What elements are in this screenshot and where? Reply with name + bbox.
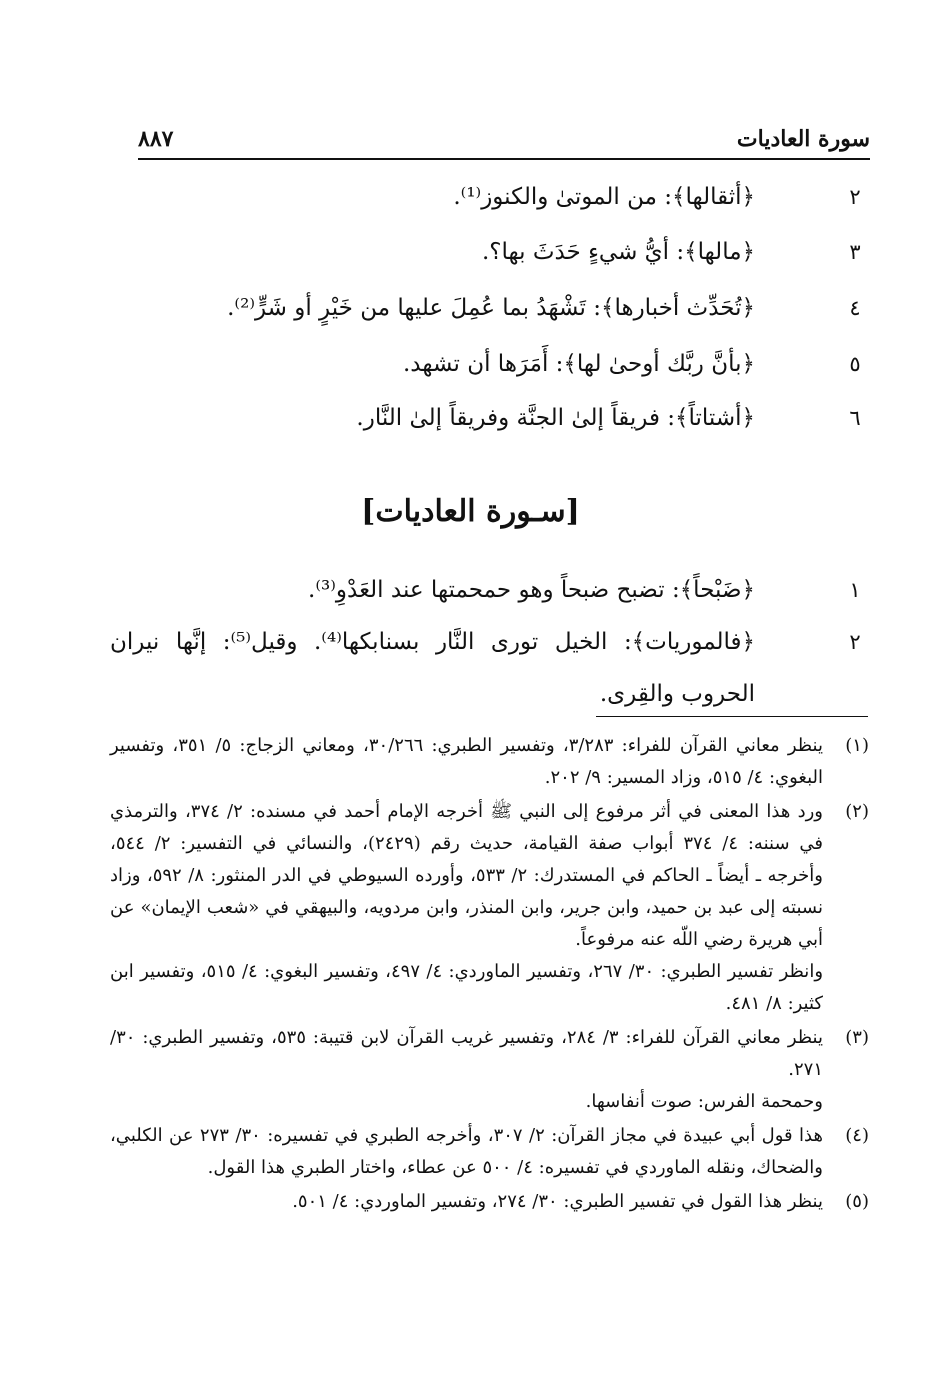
footnote-text: ينظر معاني القرآن للفراء: ٣/٢٨٣، وتفسير الطبري: ٣٠/٢٦٦، ومعاني الزجاج: ٥/ ٣٥١، وتفسير البغوي: ٤/ ٥١٥، وزاد المسير: ٩/ ٢٠٢. bbox=[110, 735, 823, 788]
footnote-marker: (٥) bbox=[845, 1191, 869, 1212]
verse-entry bbox=[110, 342, 865, 386]
page-number: ٨٨٧ bbox=[138, 126, 174, 152]
footnote-separator bbox=[596, 716, 868, 717]
verse-entry bbox=[110, 568, 865, 612]
verse-entry bbox=[110, 175, 865, 219]
footnote-marker: (٣) bbox=[845, 1027, 869, 1048]
footnote-text: وانظر تفسير الطبري: ٣٠/ ٢٦٧، وتفسير الماوردي: ٤/ ٤٩٧، وتفسير البغوي: ٤/ ٥١٥، وتفسير ابن كثير: ٨/ ٤٨١. bbox=[110, 961, 824, 1014]
footnote-text: ينظر هذا القول في تفسير الطبري: ٣٠/ ٢٧٤، وتفسير الماوردي: ٤/ ٥٠١. bbox=[292, 1191, 823, 1212]
verse-number: ٥ bbox=[849, 352, 861, 376]
footnotes bbox=[110, 730, 869, 1220]
footnote bbox=[110, 1022, 869, 1118]
verse-number: ٢ bbox=[849, 630, 861, 654]
running-title: سورة العاديات bbox=[736, 126, 870, 152]
verse-number: ١ bbox=[849, 578, 861, 602]
footnote bbox=[110, 730, 869, 794]
verse-entry bbox=[110, 616, 865, 716]
verse-entry bbox=[110, 286, 865, 330]
verse-entry bbox=[110, 230, 865, 274]
verse-gloss: ﴿أثقالها﴾: من الموتىٰ والكنوز⁽¹⁾. bbox=[453, 184, 755, 210]
verse-gloss: ﴿تُحَدِّث أخبارها﴾: تَشْهَدُ بما عُمِلَ عليها من خَيْرٍ أو شَرٍّ⁽²⁾. bbox=[227, 295, 755, 321]
footnote-text: ورد هذا المعنى في أثر مرفوع إلى النبي ﷺ أخرجه الإمام أحمد في مسنده: ٢/ ٣٧٤، والترمذي في سننه: ٤/ ٣٧٤ أبواب صفة القيامة، حديث رقم (٢٤٢٩)، والنسائي في التفسير: ٢/ ٥٤٤، وأخرجه ـ أيضاً ـ الحاكم في المستدرك: ٢/ ٥٣٣، وأورده السيوطي في الدر المنثور: ٨/ ٥٩٢، وزاد نسبته إلى عبد بن حميد، وابن جرير، وابن المنذر، وابن مردويه، والبيهقي في «شعب الإيمان» عن أبي هريرة رضي اللّه عنه مرفوعاً. bbox=[110, 801, 824, 950]
verse-number: ٢ bbox=[849, 185, 861, 209]
footnote-marker: (١) bbox=[845, 735, 869, 756]
verse-gloss: ﴿فالموريات﴾: الخيل تورى النَّار بسنابكها⁽⁴⁾. وقيل⁽⁵⁾: إنَّها نيران الحروب والقِرى. bbox=[110, 629, 755, 707]
verse-number: ٦ bbox=[849, 406, 861, 430]
footnote bbox=[110, 1186, 869, 1218]
footnote-marker: (٤) bbox=[845, 1125, 869, 1146]
verse-number: ٤ bbox=[849, 296, 861, 320]
verse-gloss: ﴿ضَبْحاً﴾: تضبح ضبحاً وهو حمحمتها عند العَدْوِ⁽³⁾. bbox=[308, 577, 755, 603]
verse-gloss: ﴿أشتاتاً﴾: فريقاً إلىٰ الجنَّة وفريقاً إلىٰ النَّار. bbox=[356, 405, 755, 431]
footnote-marker: (٢) bbox=[845, 801, 869, 822]
header-rule bbox=[138, 158, 870, 160]
verse-gloss: ﴿بأنَّ ربَّك أوحىٰ لها﴾: أَمَرَها أن تشهد. bbox=[403, 351, 755, 377]
footnote bbox=[110, 1120, 869, 1184]
footnote-text: ينظر معاني القرآن للفراء: ٣/ ٢٨٤، وتفسير غريب القرآن لابن قتيبة: ٥٣٥، وتفسير الطبري: ٣٠/ ٢٧١. bbox=[110, 1027, 823, 1080]
footnote bbox=[110, 796, 869, 1020]
verse-entry bbox=[110, 396, 865, 440]
footnote-text: هذا قول أبي عبيدة في مجاز القرآن: ٢/ ٣٠٧، وأخرجه الطبري في تفسيره: ٣٠/ ٢٧٣ عن الكلبي، والضحاك، ونقله الماوردي في تفسيره: ٤/ ٥٠٠ عن عطاء، واختار الطبري هذا القول. bbox=[110, 1125, 823, 1178]
surah-heading: [سـورة العاديات] bbox=[361, 494, 580, 529]
verse-gloss: ﴿مالها﴾: أيُّ شيءٍ حَدَثَ بها؟. bbox=[481, 239, 755, 265]
footnote-text: وحمحمة الفرس: صوت أنفاسها. bbox=[585, 1091, 823, 1112]
verse-number: ٣ bbox=[849, 240, 861, 264]
